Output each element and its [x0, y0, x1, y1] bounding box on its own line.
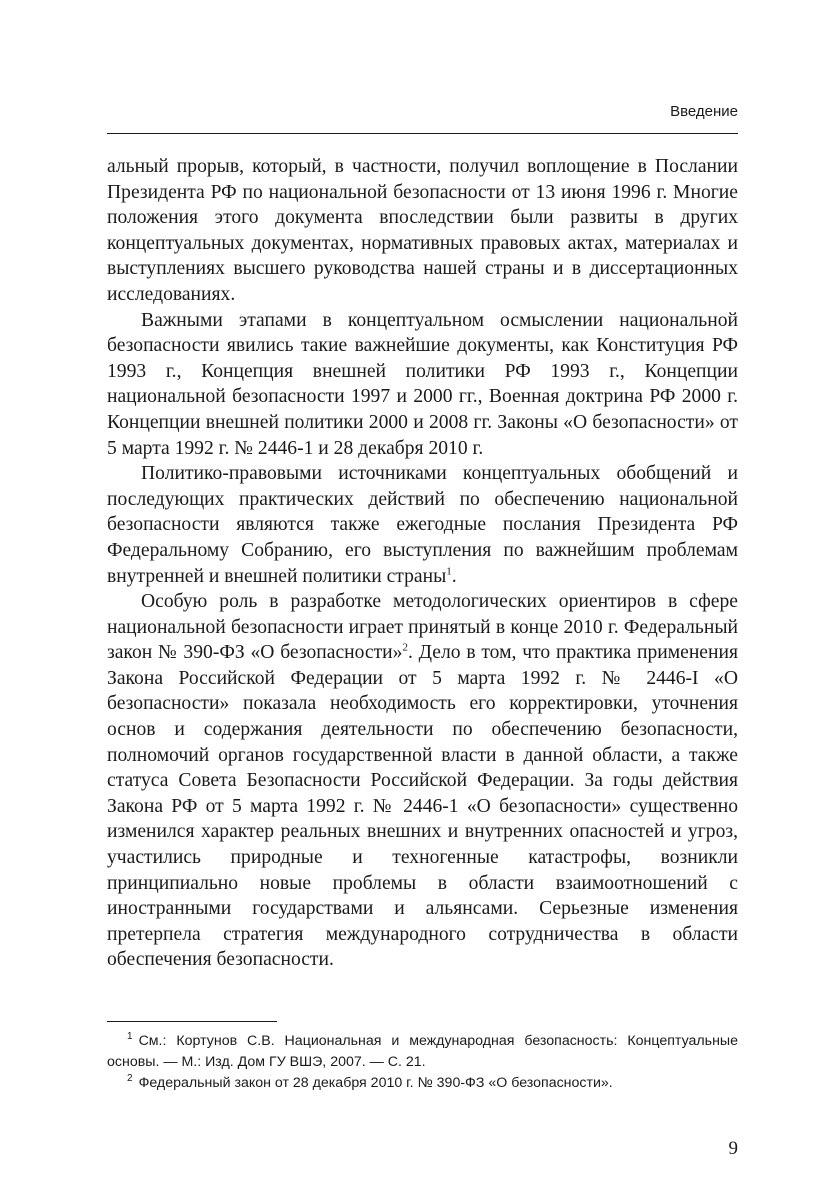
- footnote-2: [107, 1073, 738, 1094]
- footnote-text: Федеральный закон от 28 декабря 2010 г. № 390-ФЗ «О безопасности».: [138, 1075, 613, 1091]
- footnotes: [107, 1031, 738, 1094]
- paragraph-4-text-a: Особую роль в разработке методологических ориентиров в сфере национальной безопасности играет принятый в конце 2010 г. Федеральный закон № 390-ФЗ «О безопасности»: [107, 591, 738, 664]
- paragraph-3-text: Политико-правовыми источниками концептуальных обобщений и последующих практических действий по обеспечению национальной безопасности являются также ежегодные послания Президента РФ Федеральному Собранию, его выступления по важнейшим проблемам внутренней и внешней политики страны: [107, 463, 738, 587]
- paragraph-1: альный прорыв, который, в частности, получил воплощение в Послании Президента РФ по национальной безопасности от 13 июня 1996 г. Многие положения этого документа впоследствии были развиты в других концептуальных документах, нормативных правовых актах, материалах и выступлениях высшего руководства нашей страны и в диссертационных исследованиях.: [107, 156, 738, 305]
- paragraph-4-text-b: . Дело в том, что практика применения Закона Российской Федерации от 5 марта 1992 г. № 2446-I «О безопасности» показала необходимость его корректировки, уточнения основ и содержания деятельности по обеспечению безопасности, полномочий органов государственной власти в данной области, а также статуса Совета Безопасности Российской Федерации. За годы действия Закона РФ от 5 марта 1992 г. № 2446-1 «О безопасности» существенно изменился характер реальных внешних и внутренних опасностей и угроз, участились природные и техногенные катастрофы, возникли принципиально новые проблемы в области взаимоотношений с иностранными государствами и альянсами. Серьезные изменения претерпела стратегия международного сотрудничества в области обеспечения безопасности.: [107, 642, 738, 971]
- footnote-text: См.: Кортунов С.В. Национальная и международная безопасность: Концептуальные основы. — М.: Изд. Дом ГУ ВШЭ, 2007. — С. 21.: [107, 1033, 738, 1070]
- footnote-1: [107, 1031, 738, 1073]
- body-text: [107, 154, 738, 973]
- header-rule: [107, 133, 738, 134]
- paragraph-3: Политико-правовыми источниками концептуальных обобщений и последующих практических действий по обеспечению национальной безопасности являются также ежегодные послания Президента РФ Федеральному Собранию, его выступления по важнейшим проблемам внутренней и внешней политики страны$^1$.: [107, 463, 738, 587]
- footnote-ref-2[interactable]: 2: [402, 641, 408, 654]
- footnote-mark: 1: [127, 1031, 133, 1043]
- page-number: 9: [728, 1138, 738, 1159]
- running-header: Введение: [670, 103, 738, 120]
- footnote-ref-1[interactable]: 1: [446, 564, 452, 577]
- footnote-mark: 2: [127, 1073, 133, 1085]
- paragraph-2: Важными этапами в концептуальном осмыслении национальной безопасности явились такие важнейшие документы, как Конституция РФ 1993 г., Концепция внешней политики РФ 1993 г., Концепции национальной безопасности 1997 и 2000 гг., Военная доктрина РФ 2000 г. Концепции внешней политики 2000 и 2008 гг. Законы «О безопасности» от 5 марта 1992 г. № 2446-1 и 28 декабря 2010 г.: [107, 309, 738, 459]
- paragraph-4: [107, 589, 738, 973]
- footnote-rule: [107, 1021, 277, 1022]
